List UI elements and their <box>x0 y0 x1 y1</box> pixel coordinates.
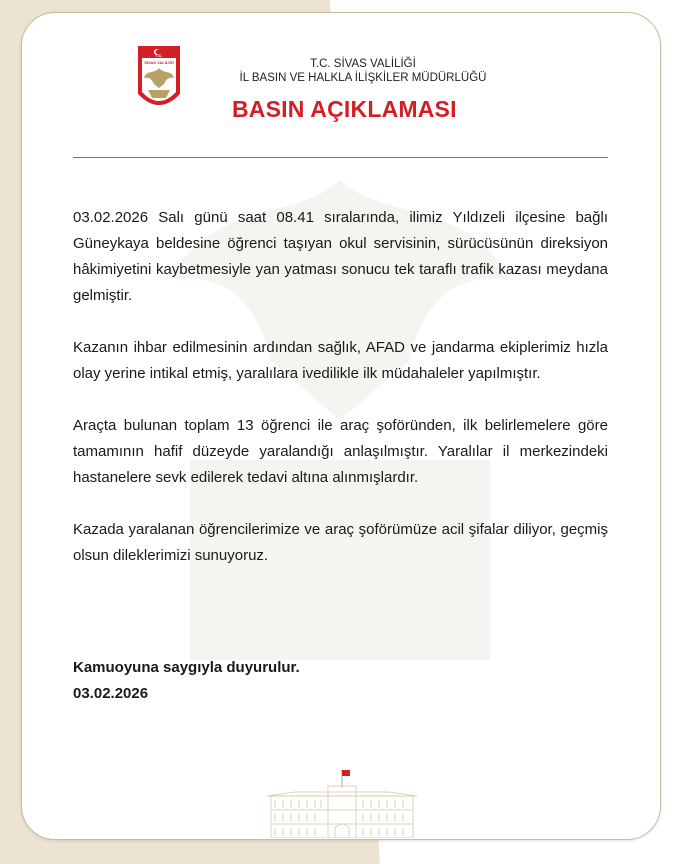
closing-line: Kamuoyuna saygıyla duyurulur. <box>73 659 300 676</box>
org-name: T.C. SİVAS VALİLİĞİ <box>310 58 416 70</box>
department-name: İL BASIN VE HALKLA İLİŞKİLER MÜDÜRLÜĞÜ <box>239 72 487 84</box>
sivas-valiligi-logo <box>136 44 182 116</box>
svg-text:SİVAS VALİLİĞİ: SİVAS VALİLİĞİ <box>144 60 174 65</box>
press-release-body <box>73 205 608 595</box>
paragraph: Kazada yaralanan öğrencilerimize ve araç şoförümüze acil şifalar diliyor, geçmiş olsun dileklerimizi sunuyoruz. <box>73 521 608 564</box>
document-title: BASIN AÇIKLAMASI <box>232 96 457 122</box>
header-divider <box>73 157 608 158</box>
paragraph: 03.02.2026 Salı günü saat 08.41 sıralarında, ilimiz Yıldızeli ilçesine bağlı Güneykaya beldesine öğrenci taşıyan okul servisinin, sürücüsünün direksiyon hâkimiyetini kaybetmesiyle yan yatması sonucu tek taraflı trafik kazası meydana gelmiştir. <box>73 209 608 304</box>
government-building-illustration <box>265 768 419 838</box>
svg-text:T.C.: T.C. <box>155 53 163 58</box>
paragraph: Araçta bulunan toplam 13 öğrenci ile araç şoföründen, ilk belirlemelere göre tamamının hafif düzeyde yaralandığı anlaşılmıştır. Yaralılar il merkezindeki hastanelere sevk edilerek tedavi altına alınmışlardır. <box>73 417 608 486</box>
closing-date: 03.02.2026 <box>73 685 149 702</box>
paragraph: Kazanın ihbar edilmesinin ardından sağlık, AFAD ve jandarma ekiplerimiz hızla olay yerine intikal etmiş, yaralılara ivedilikle ilk müdahaleler yapılmıştır. <box>73 339 608 382</box>
